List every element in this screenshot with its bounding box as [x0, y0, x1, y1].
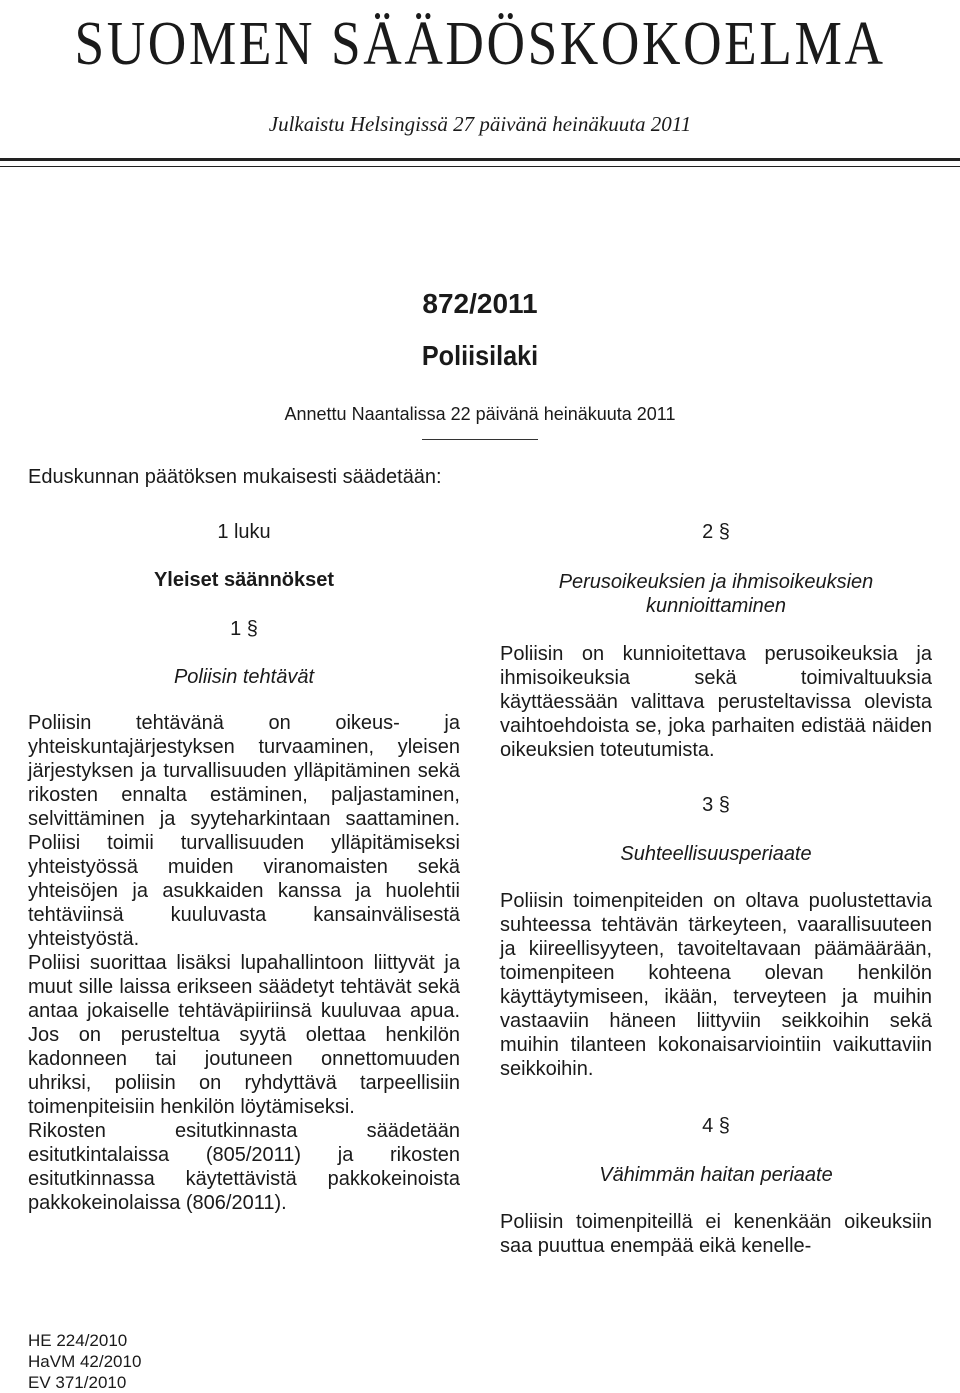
collection-banner: SUOMEN SÄÄDÖSKOKOELMA	[74, 10, 886, 78]
section-1-body	[28, 711, 460, 1215]
chapter-title: Yleiset säännökset	[153, 569, 335, 591]
act-number: 872/2011	[422, 288, 538, 319]
section-1-title: Poliisin tehtävät	[173, 666, 315, 688]
section-1-paragraph-3: Rikosten esitutkinnasta säädetään esitutkintalaissa (805/2011) ja rikosten esitutkinnassa käytettävistä pakkokeinoista pakkokeinolaissa (806/2011).	[28, 1120, 460, 1214]
section-3-title: Suhteellisuusperiaate	[620, 843, 812, 865]
reference-havm: HaVM 42/2010	[28, 1352, 142, 1371]
section-1-number: 1 §	[230, 618, 258, 640]
reference-he: HE 224/2010	[28, 1331, 128, 1350]
section-4-number: 4 §	[702, 1115, 730, 1137]
chapter-number: 1 luku	[217, 521, 271, 543]
legislative-references	[28, 1330, 141, 1393]
act-given-date: Annettu Naantalissa 22 päivänä heinäkuuta 2011	[284, 404, 676, 424]
publication-date: Julkaistu Helsingissä 27 päivänä heinäkuuta 2011	[268, 112, 692, 136]
section-1-paragraph-1: Poliisin tehtävänä on oikeus- ja yhteiskuntajärjestyksen turvaaminen, yleisen järjestyksen ja turvallisuuden ylläpitäminen sekä rikosten ennalta estäminen, paljastaminen, selvittäminen ja syyteharkintaan saattaminen. Poliisi toimii turvallisuuden ylläpitämiseksi yhteistyössä muiden viranomaisten sekä yhteisöjen ja asukkaiden kanssa ja huolehtii tehtäviinsä kuuluvasta kansainvälisestä yhteistyöstä.	[28, 712, 460, 950]
enacting-clause: Eduskunnan päätöksen mukaisesti säädetään:	[28, 466, 442, 488]
section-2-title: Perusoikeuksien ja ihmisoikeuksien kunnioittaminen	[558, 571, 874, 617]
section-4-body	[500, 1210, 932, 1258]
section-2-body	[500, 642, 932, 762]
section-2-paragraph: Poliisin on kunnioitettava perusoikeuksia ja ihmisoikeuksia sekä toimivaltuuksia käyttäessään valittava perusteltavissa olevista vaihtoehdoista se, joka parhaiten edistää näiden oikeuksien toteutumista.	[500, 643, 932, 761]
section-4-title: Vähimmän haitan periaate	[599, 1164, 833, 1186]
section-3-paragraph: Poliisin toimenpiteiden on oltava puolustettavia suhteessa tehtävän tärkeyteen, vaarallisuuteen ja kiireellisyyteen, tavoiteltavaan päämäärään, toimenpiteen kohteena olevan henkilön käyttäytymiseen, ikään, terveyteen ja muihin vastaaviin häneen liittyviin seikkoihin sekä muihin tilanteen kokonaisarviointiin vaikuttaviin seikkoihin.	[500, 890, 932, 1080]
title-divider	[422, 439, 538, 440]
header-rule-thin	[0, 166, 960, 167]
reference-ev: EV 371/2010	[28, 1373, 127, 1392]
section-4-paragraph: Poliisin toimenpiteillä ei kenenkään oikeuksiin saa puuttua enempää eikä kenelle-	[500, 1211, 932, 1257]
act-title: Poliisilaki	[421, 340, 539, 371]
header-rule-thick	[0, 158, 960, 161]
section-3-body	[500, 889, 932, 1081]
section-3-number: 3 §	[702, 794, 730, 816]
section-2-number: 2 §	[702, 521, 730, 543]
section-1-paragraph-2: Poliisi suorittaa lisäksi lupahallintoon liittyvät ja muut sille laissa erikseen säädetyt tehtävät sekä antaa jokaiselle tehtäväpiiriinsä kuuluvaa apua. Jos on perusteltua syytä olettaa henkilön kadonneen tai joutuneen onnettomuuden uhriksi, poliisin on ryhdyttävä tarpeellisiin toimenpiteisiin henkilön löytämiseksi.	[28, 952, 460, 1118]
